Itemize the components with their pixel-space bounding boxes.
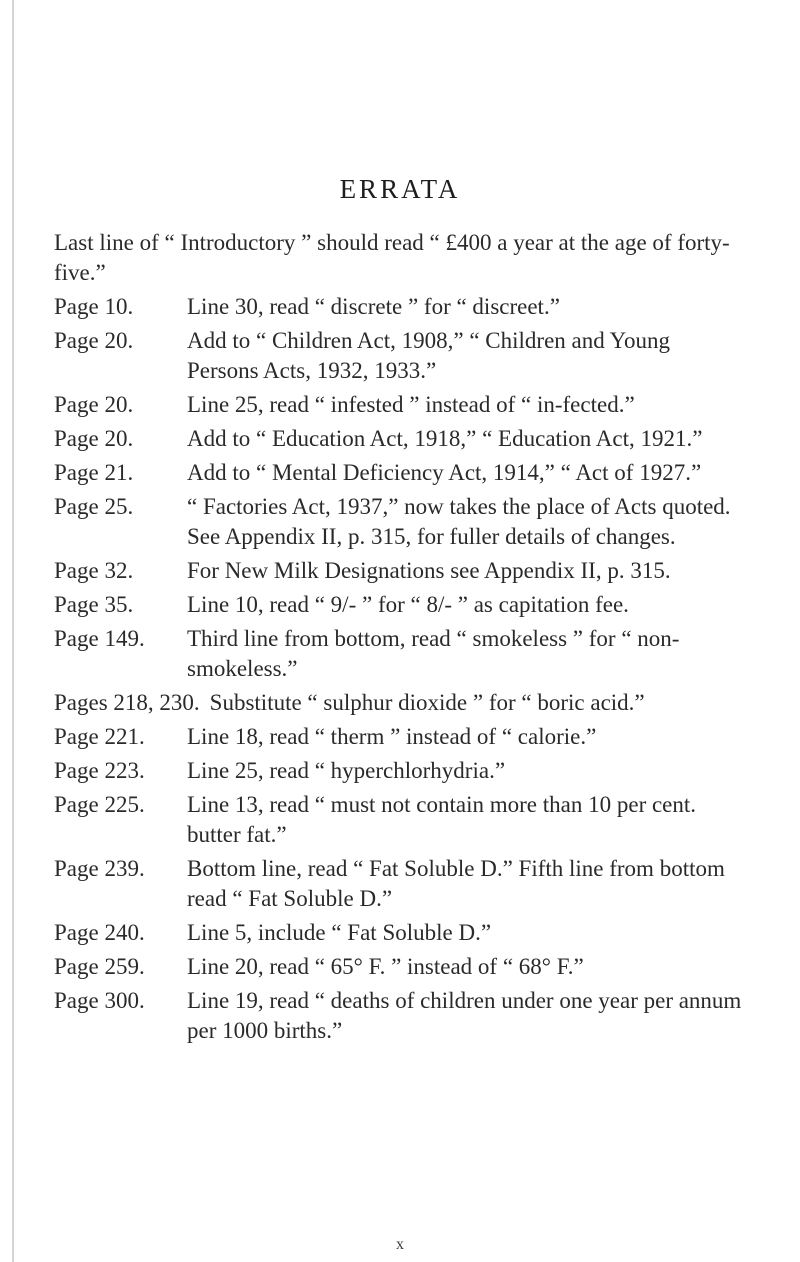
entry-text: Line 25, read “ infested ” instead of “ in-fected.” xyxy=(187,392,635,417)
entry-text: Add to “ Mental Deficiency Act, 1914,” “ Act of 1927.” xyxy=(187,460,702,485)
entry-page-label: Page 300. xyxy=(54,988,145,1013)
entry-page-label: Page 240. xyxy=(54,920,145,945)
entry-text: “ Factories Act, 1937,” now takes the place of Acts quoted. See Appendix II, p. 315, for fuller details of changes. xyxy=(187,494,731,549)
entry-text: For New Milk Designations see Appendix II, p. 315. xyxy=(187,558,671,583)
errata-intro: Last line of “ Introductory ” should read “ £400 a year at the age of forty-five.” xyxy=(54,230,730,285)
errata-entry xyxy=(54,458,744,488)
entry-page-label: Page 10. xyxy=(54,294,134,319)
entry-page-label: Page 223. xyxy=(54,758,145,783)
entry-page-label: Page 20. xyxy=(54,426,134,451)
errata-entry xyxy=(54,918,744,948)
entry-text: Line 13, read “ must not contain more than 10 per cent. butter fat.” xyxy=(187,792,697,847)
entry-page-label: Page 32. xyxy=(54,558,134,583)
errata-entry xyxy=(54,624,744,684)
entry-text: Line 10, read “ 9/- ” for “ 8/- ” as capitation fee. xyxy=(187,592,629,617)
entry-page-label: Pages 218, 230. xyxy=(54,690,200,715)
entry-text: Line 25, read “ hyperchlorhydria.” xyxy=(187,758,506,783)
entry-page-label: Page 149. xyxy=(54,626,145,651)
errata-entry xyxy=(54,986,744,1046)
entry-page-label: Page 259. xyxy=(54,954,145,979)
entry-page-label: Page 239. xyxy=(54,856,145,881)
entry-text: Third line from bottom, read “ smokeless ” for “ non-smokeless.” xyxy=(187,626,680,681)
entry-page-label: Page 225. xyxy=(54,792,145,817)
errata-entry xyxy=(54,326,744,386)
errata-entry xyxy=(54,722,744,752)
entry-text: Add to “ Children Act, 1908,” “ Children and Young Persons Acts, 1932, 1933.” xyxy=(187,328,670,383)
page-number: x xyxy=(396,1236,404,1253)
errata-entry xyxy=(54,424,744,454)
entry-text: Bottom line, read “ Fat Soluble D.” Fifth line from bottom read “ Fat Soluble D.” xyxy=(187,856,725,911)
entry-page-label: Page 20. xyxy=(54,392,134,417)
errata-entry xyxy=(54,292,744,322)
errata-entry xyxy=(54,390,744,420)
errata-entry xyxy=(54,492,744,552)
entry-text: Line 20, read “ 65° F. ” instead of “ 68° F.” xyxy=(187,954,584,979)
errata-entry xyxy=(54,590,744,620)
errata-entry xyxy=(54,854,744,914)
errata-entry xyxy=(54,952,744,982)
entry-page-label: Page 35. xyxy=(54,592,134,617)
entry-page-label: Page 21. xyxy=(54,460,134,485)
entry-text: Line 5, include “ Fat Soluble D.” xyxy=(187,920,492,945)
entry-text: Line 19, read “ deaths of children under one year per annum per 1000 births.” xyxy=(187,988,742,1043)
entry-text: Substitute “ sulphur dioxide ” for “ boric acid.” xyxy=(209,690,645,715)
entry-page-label: Page 20. xyxy=(54,328,134,353)
page-title: ERRATA xyxy=(339,174,461,204)
errata-entry xyxy=(54,756,744,786)
entry-page-label: Page 221. xyxy=(54,724,145,749)
entry-page-label: Page 25. xyxy=(54,494,134,519)
errata-entry xyxy=(54,688,744,718)
entry-text: Line 30, read “ discrete ” for “ discreet.” xyxy=(187,294,560,319)
errata-list xyxy=(54,228,744,1050)
errata-entry xyxy=(54,556,744,586)
errata-entry xyxy=(54,790,744,850)
entry-text: Add to “ Education Act, 1918,” “ Education Act, 1921.” xyxy=(187,426,703,451)
entry-text: Line 18, read “ therm ” instead of “ calorie.” xyxy=(187,724,597,749)
